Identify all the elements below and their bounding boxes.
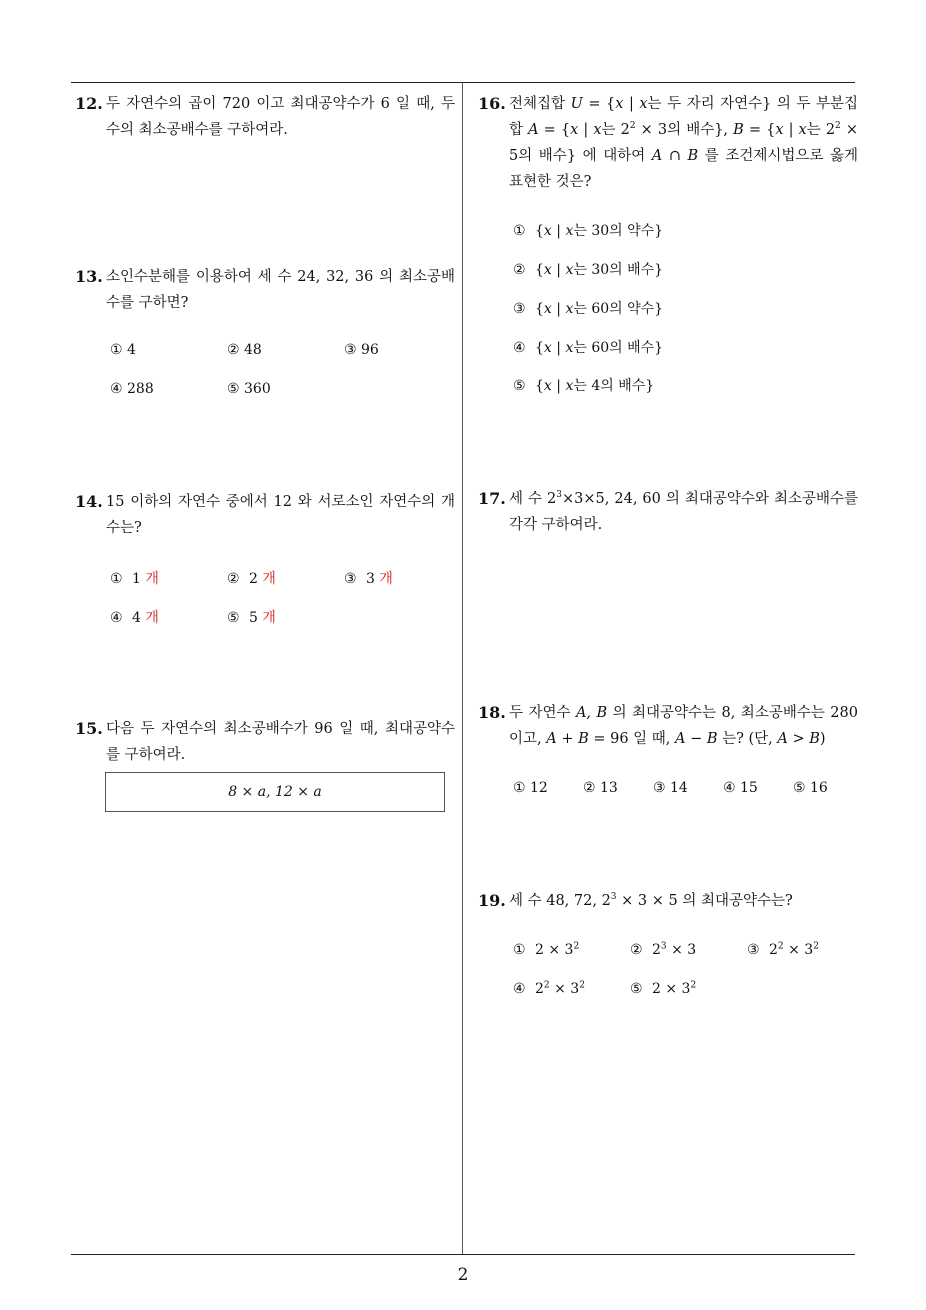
choice-3[interactable]: ③ {x | x는 60의 약수} <box>513 301 664 317</box>
question-number: 16. <box>478 94 506 113</box>
choice-3[interactable] <box>344 568 393 588</box>
choice-4[interactable]: ④ {x | x는 60의 배수} <box>513 340 664 356</box>
choice-4[interactable]: ④ 15 <box>723 780 758 796</box>
question-stem: 소인수분해를 이용하여 세 수 24, 32, 36 의 최소공배수를 구하면? <box>106 269 455 311</box>
question-stem: 세 수 $2^3\times 3\times 5$, 24, 60 의 최대공약수와 최소공배수를 각각 구하여라. <box>509 490 858 533</box>
question-number: 17. <box>478 489 506 508</box>
given-expression-box: 8 × a, 12 × a <box>105 772 445 812</box>
choice-3[interactable]: ③ 96 <box>344 342 379 358</box>
choice-4[interactable] <box>110 607 159 627</box>
question-stem: 두 자연수의 곱이 720 이고 최대공약수가 6 일 때, 두 수의 최소공배수를 구하여라. <box>106 96 455 138</box>
choice-5[interactable]: ⑤ {x | x는 4의 배수} <box>513 378 655 394</box>
choice-unit: 개 <box>262 610 276 626</box>
choice-unit: 개 <box>262 571 276 587</box>
question-19 <box>478 888 858 914</box>
question-stem: 세 수 48, 72, $2^3 \times 3 \times 5$ 의 최대공약수는? <box>509 892 793 909</box>
choice-value: 1 <box>132 571 141 587</box>
question-17 <box>478 486 858 538</box>
question-stem: 두 자연수 A, B 의 최대공약수는 8, 최소공배수는 280 이고, A + B = 96 일 때, A − B 는? (단, A > B) <box>509 705 858 747</box>
choice-3[interactable]: ③ $2^2 \times 3^2$ <box>747 941 819 958</box>
question-number: 14. <box>75 492 103 511</box>
choice-mark: ③ <box>344 571 357 587</box>
page-number: 2 <box>457 1265 469 1285</box>
choice-2[interactable]: ② 48 <box>227 342 262 358</box>
choice-unit: 개 <box>145 610 159 626</box>
choice-1[interactable]: ① 12 <box>513 780 548 796</box>
question-number: 15. <box>75 719 103 738</box>
choice-1[interactable]: ① $2 \times 3^2$ <box>513 941 580 958</box>
choice-5[interactable]: ⑤ $2 \times 3^2$ <box>630 980 697 997</box>
choice-value: 2 <box>249 571 258 587</box>
question-16 <box>478 91 858 195</box>
choice-value: 5 <box>249 610 258 626</box>
choice-4[interactable]: ④ 288 <box>110 381 154 397</box>
choice-1[interactable] <box>110 568 159 588</box>
choice-mark: ② <box>227 571 240 587</box>
choice-2[interactable]: ② {x | x는 30의 배수} <box>513 262 664 278</box>
bottom-rule <box>71 1254 855 1255</box>
choice-1[interactable]: ① 4 <box>110 342 136 358</box>
question-number: 12. <box>75 94 103 113</box>
choice-4[interactable]: ④ $2^2 \times 3^2$ <box>513 980 585 997</box>
choice-value: 4 <box>132 610 141 626</box>
question-13 <box>75 264 455 316</box>
choice-5[interactable]: ⑤ 360 <box>227 381 271 397</box>
column-divider <box>462 82 463 1254</box>
choice-unit: 개 <box>145 571 159 587</box>
question-number: 18. <box>478 703 506 722</box>
question-14 <box>75 489 455 541</box>
question-stem: 다음 두 자연수의 최소공배수가 96 일 때, 최대공약수를 구하여라. <box>106 721 455 763</box>
choice-2[interactable] <box>227 568 276 588</box>
choice-mark: ⑤ <box>227 610 240 626</box>
choice-5[interactable]: ⑤ 16 <box>793 780 828 796</box>
choice-1[interactable]: ① {x | x는 30의 약수} <box>513 223 664 239</box>
top-rule <box>71 82 855 83</box>
choice-value: 3 <box>366 571 375 587</box>
choice-2[interactable]: ② $2^3 \times 3$ <box>630 941 697 958</box>
question-number: 13. <box>75 267 103 286</box>
choice-mark: ① <box>110 571 123 587</box>
question-18 <box>478 700 858 752</box>
choice-unit: 개 <box>379 571 393 587</box>
choice-2[interactable]: ② 13 <box>583 780 618 796</box>
choice-3[interactable]: ③ 14 <box>653 780 688 796</box>
question-12 <box>75 91 455 143</box>
question-15 <box>75 716 455 768</box>
choice-mark: ④ <box>110 610 123 626</box>
question-stem: 전체집합 U = {x | x는 두 자리 자연수} 의 두 부분집합 A = {x | x는 $2^2 \times 3$의 배수}, B = {x | x는 $2^2 \times 5$의 배수} 에 대하여 A ∩ B 를 조건제시법으로 옳게 표현한 것은? <box>509 96 859 190</box>
choice-5[interactable] <box>227 607 276 627</box>
question-stem: 15 이하의 자연수 중에서 12 와 서로소인 자연수의 개수는? <box>106 494 455 536</box>
question-number: 19. <box>478 891 506 910</box>
